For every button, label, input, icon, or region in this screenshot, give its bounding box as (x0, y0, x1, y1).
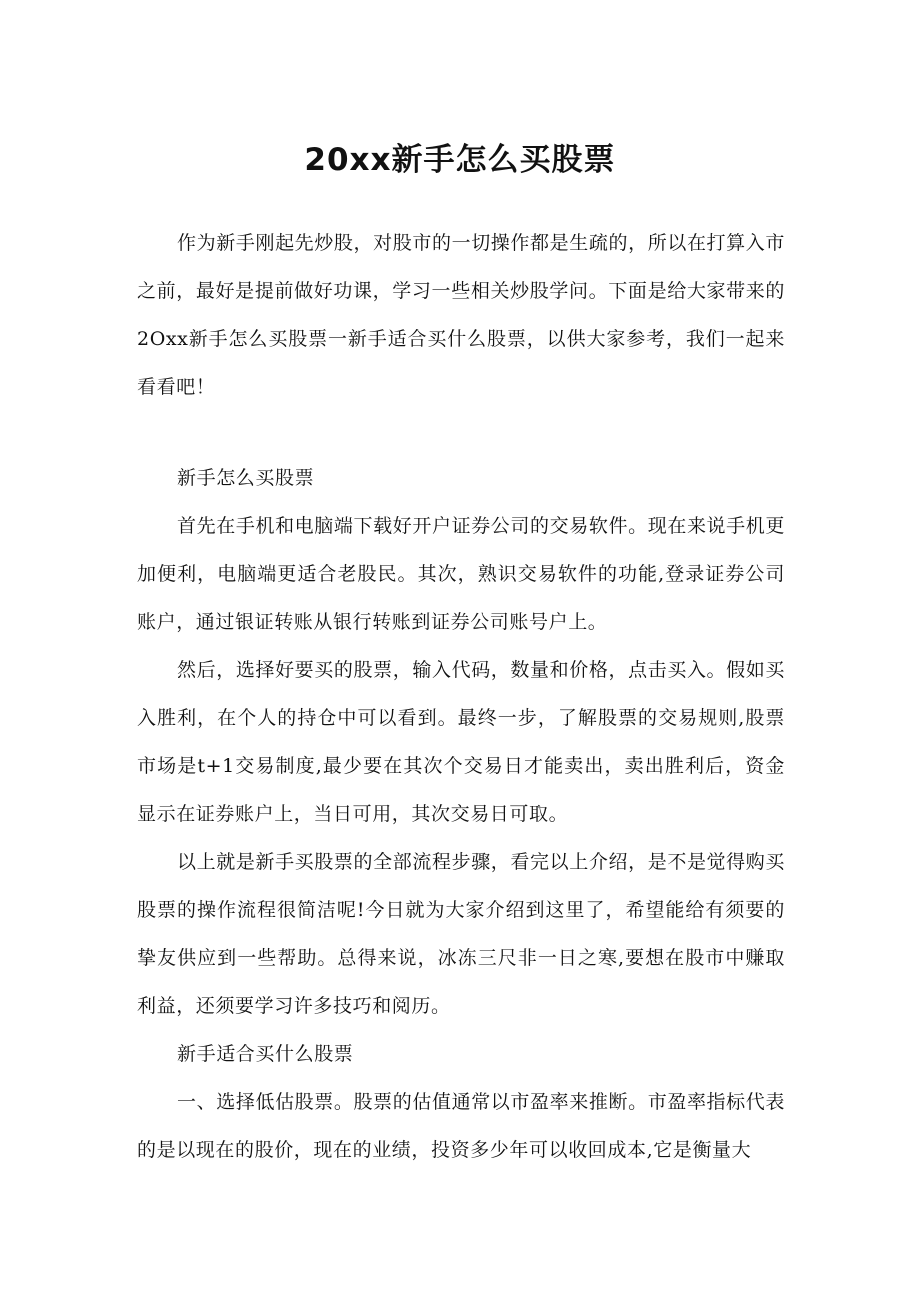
document-title: 20xx新手怎么买股票 (304, 142, 616, 178)
paragraph-low-valuation: 一、选择低估股票。股票的估值通常以市盈率来推断。市盈率指标代表的是以现在的股价，现在的业绩，投资多少年可以收回成本,它是衡量大 (137, 1091, 785, 1161)
section-heading-what-to-buy: 新手适合买什么股票 (177, 1043, 354, 1065)
paragraph-buy-steps: 然后，选择好要买的股票，输入代码，数量和价格，点击买入。假如买入胜利，在个人的持仓中可以看到。最终一步，了解股票的交易规则,股票市场是t+1交易制度,最少要在其次个交易日才能卖出，卖出胜利后，资金显示在证券账户上，当日可用，其次交易日可取。 (137, 659, 785, 825)
paragraph-summary: 以上就是新手买股票的全部流程步骤，看完以上介绍，是不是觉得购买股票的操作流程很简洁呢!今日就为大家介绍到这里了，希望能给有须要的挚友供应到一些帮助。总得来说，冰冻三尺非一日之寒,要想在股市中赚取利益，还须要学习许多技巧和阅历。 (137, 851, 785, 1017)
intro-paragraph: 作为新手刚起先炒股，对股市的一切操作都是生疏的，所以在打算入市之前，最好是提前做好功课，学习一些相关炒股学问。下面是给大家带来的2Oxx新手怎么买股票一新手适合买什么股票，以供大家参考，我们一起来看看吧！ (137, 232, 785, 398)
section-heading-how-to-buy: 新手怎么买股票 (177, 467, 315, 489)
paragraph-download-software: 首先在手机和电脑端下载好开户证券公司的交易软件。现在来说手机更加便利，电脑端更适合老股民。其次，熟识交易软件的功能,登录证券公司账户，通过银证转账从银行转账到证券公司账号户上。 (137, 515, 785, 633)
